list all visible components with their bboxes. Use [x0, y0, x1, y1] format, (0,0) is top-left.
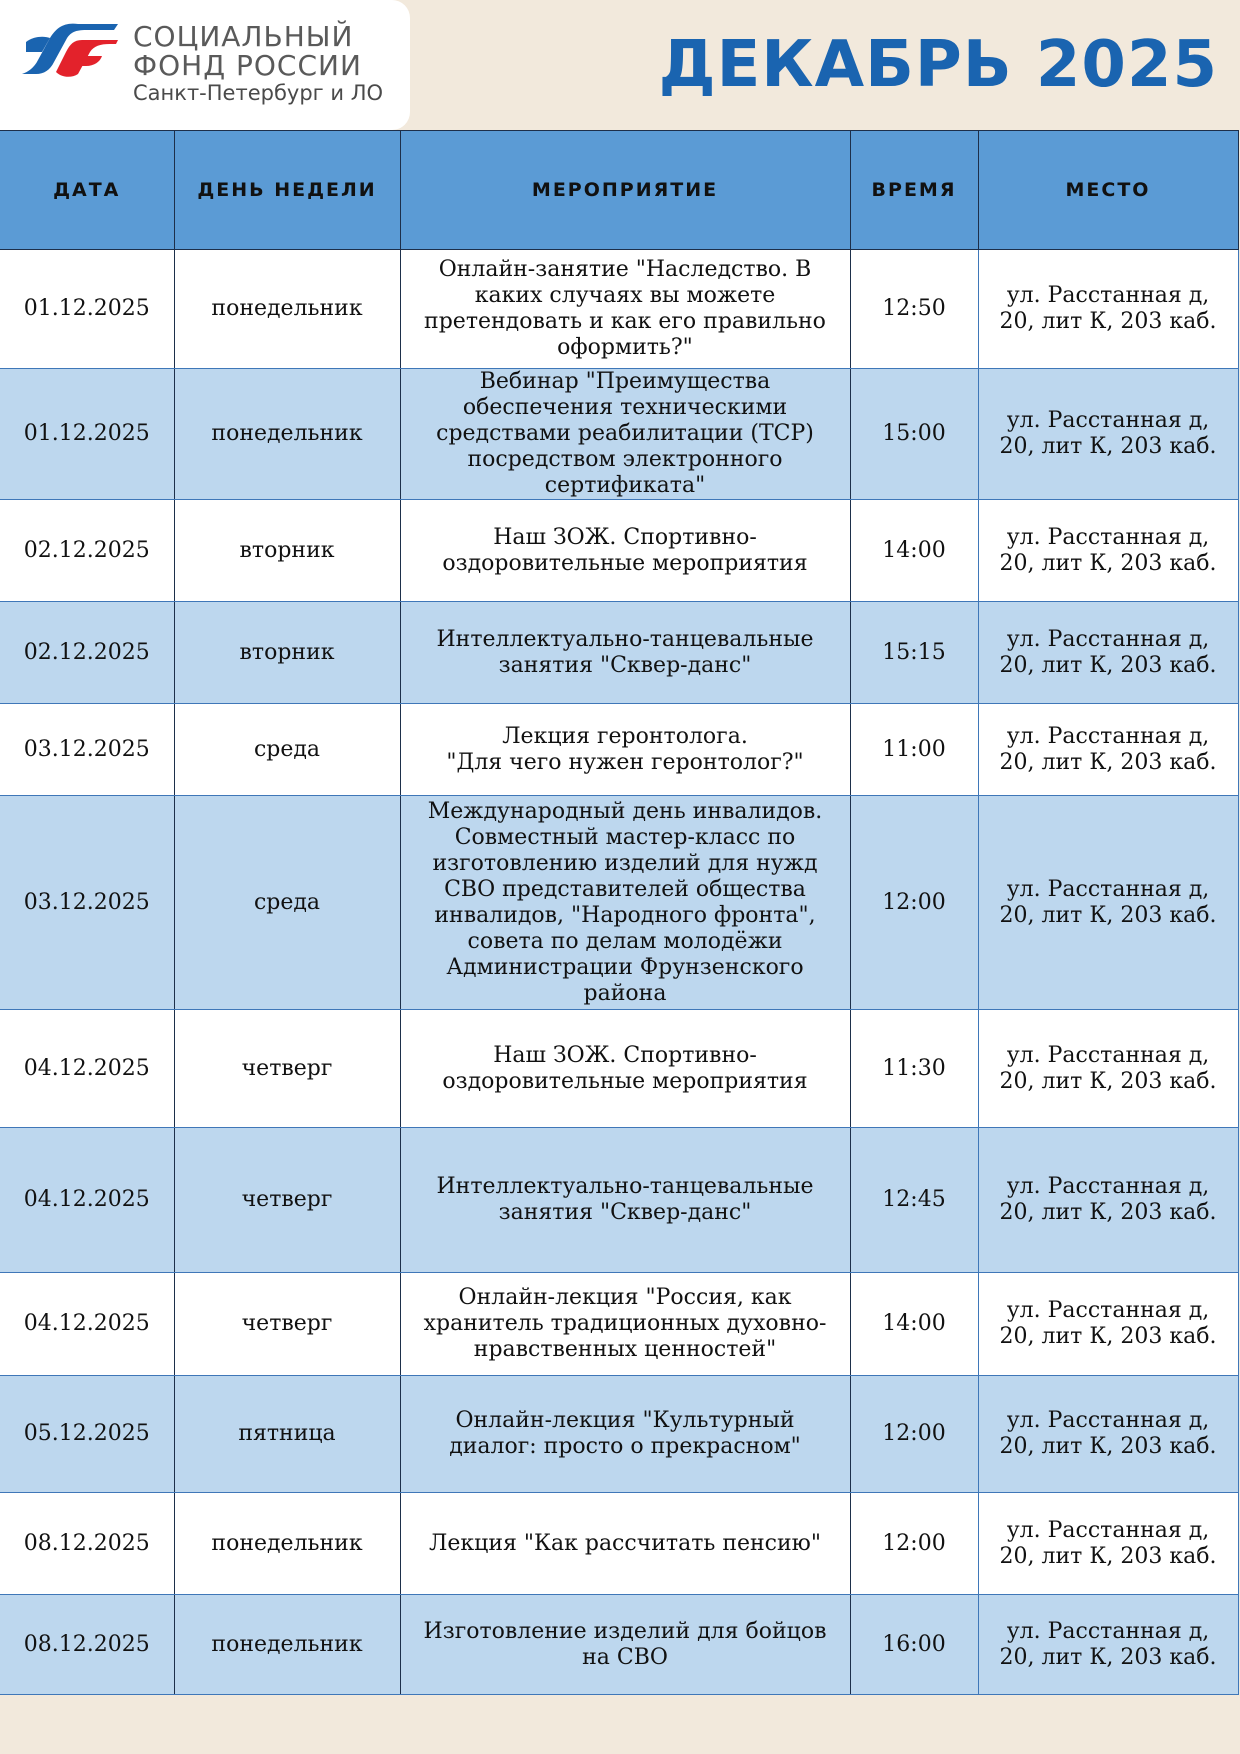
- time-cell: 12:00: [850, 1493, 978, 1595]
- table-row: [0, 1595, 1238, 1695]
- weekday-cell: среда: [174, 796, 400, 1010]
- weekday-cell: понедельник: [174, 1493, 400, 1595]
- time-cell: 12:50: [850, 250, 978, 369]
- event-cell: Международный день инвалидов. Совместный мастер-класс по изготовлению изделий для нужд СВО представителей общества инвалидов, "Народного фронта", совета по делам молодёжи Администрации Фрунзенского района: [400, 796, 850, 1010]
- page-header: [0, 0, 1240, 130]
- date-cell: 05.12.2025: [0, 1376, 174, 1493]
- page-title: ДЕКАБРЬ 2025: [658, 28, 1218, 102]
- event-cell: Изготовление изделий для бойцов на СВО: [400, 1595, 850, 1695]
- table-row: [0, 1010, 1238, 1128]
- date-cell: 08.12.2025: [0, 1493, 174, 1595]
- weekday-cell: четверг: [174, 1273, 400, 1376]
- date-cell: 08.12.2025: [0, 1595, 174, 1695]
- event-cell: Лекция геронтолога. "Для чего нужен геронтолог?": [400, 704, 850, 796]
- logo-region: Санкт-Петербург и ЛО: [133, 81, 384, 105]
- place-cell: ул. Расстанная д, 20, лит К, 203 каб.: [978, 1595, 1238, 1695]
- event-cell: Наш ЗОЖ. Спортивно-оздоровительные мероприятия: [400, 1010, 850, 1128]
- event-cell: Интеллектуально-танцевальные занятия "Сквер-данс": [400, 1128, 850, 1273]
- column-header-date: ДАТА: [0, 131, 174, 250]
- weekday-cell: вторник: [174, 500, 400, 602]
- place-cell: ул. Расстанная д, 20, лит К, 203 каб.: [978, 1376, 1238, 1493]
- date-cell: 03.12.2025: [0, 796, 174, 1010]
- event-cell: Интеллектуально-танцевальные занятия "Сквер-данс": [400, 602, 850, 704]
- time-cell: 12:00: [850, 1376, 978, 1493]
- logo-line1: СОЦИАЛЬНЫЙ: [133, 20, 354, 53]
- weekday-cell: четверг: [174, 1128, 400, 1273]
- table-row: [0, 796, 1238, 1010]
- date-cell: 02.12.2025: [0, 500, 174, 602]
- table-row: [0, 1273, 1238, 1376]
- table-row: [0, 704, 1238, 796]
- place-cell: ул. Расстанная д, 20, лит К, 203 каб.: [978, 369, 1238, 500]
- column-header-weekday: ДЕНЬ НЕДЕЛИ: [174, 131, 400, 250]
- event-cell: Онлайн-лекция "Культурный диалог: просто о прекрасном": [400, 1376, 850, 1493]
- table-row: [0, 1128, 1238, 1273]
- date-cell: 03.12.2025: [0, 704, 174, 796]
- table-row: [0, 1493, 1238, 1595]
- weekday-cell: пятница: [174, 1376, 400, 1493]
- table-row: [0, 1376, 1238, 1493]
- weekday-cell: четверг: [174, 1010, 400, 1128]
- event-cell: Вебинар "Преимущества обеспечения техническими средствами реабилитации (ТСР) посредством электронного сертификата": [400, 369, 850, 500]
- place-cell: ул. Расстанная д, 20, лит К, 203 каб.: [978, 1493, 1238, 1595]
- event-cell: Онлайн-лекция "Россия, как хранитель традиционных духовно-нравственных ценностей": [400, 1273, 850, 1376]
- sfr-logo-icon: [20, 16, 120, 86]
- events-table: [0, 130, 1239, 1695]
- time-cell: 12:45: [850, 1128, 978, 1273]
- place-cell: ул. Расстанная д, 20, лит К, 203 каб.: [978, 250, 1238, 369]
- place-cell: ул. Расстанная д, 20, лит К, 203 каб.: [978, 796, 1238, 1010]
- date-cell: 04.12.2025: [0, 1273, 174, 1376]
- time-cell: 15:00: [850, 369, 978, 500]
- place-cell: ул. Расстанная д, 20, лит К, 203 каб.: [978, 1128, 1238, 1273]
- event-cell: Лекция "Как рассчитать пенсию": [400, 1493, 850, 1595]
- place-cell: ул. Расстанная д, 20, лит К, 203 каб.: [978, 1010, 1238, 1128]
- logo: [0, 0, 410, 130]
- date-cell: 01.12.2025: [0, 250, 174, 369]
- time-cell: 12:00: [850, 796, 978, 1010]
- weekday-cell: вторник: [174, 602, 400, 704]
- place-cell: ул. Расстанная д, 20, лит К, 203 каб.: [978, 602, 1238, 704]
- column-header-time: ВРЕМЯ: [850, 131, 978, 250]
- date-cell: 01.12.2025: [0, 369, 174, 500]
- weekday-cell: понедельник: [174, 369, 400, 500]
- table-row: [0, 500, 1238, 602]
- place-cell: ул. Расстанная д, 20, лит К, 203 каб.: [978, 704, 1238, 796]
- time-cell: 14:00: [850, 1273, 978, 1376]
- column-header-event: МЕРОПРИЯТИЕ: [400, 131, 850, 250]
- weekday-cell: понедельник: [174, 1595, 400, 1695]
- event-cell: Онлайн-занятие "Наследство. В каких случаях вы можете претендовать и как его правильно оформить?": [400, 250, 850, 369]
- weekday-cell: среда: [174, 704, 400, 796]
- date-cell: 04.12.2025: [0, 1010, 174, 1128]
- time-cell: 16:00: [850, 1595, 978, 1695]
- weekday-cell: понедельник: [174, 250, 400, 369]
- table-row: [0, 250, 1238, 369]
- table-header-row: [0, 131, 1238, 250]
- time-cell: 15:15: [850, 602, 978, 704]
- date-cell: 02.12.2025: [0, 602, 174, 704]
- time-cell: 11:00: [850, 704, 978, 796]
- time-cell: 11:30: [850, 1010, 978, 1128]
- time-cell: 14:00: [850, 500, 978, 602]
- place-cell: ул. Расстанная д, 20, лит К, 203 каб.: [978, 500, 1238, 602]
- table-row: [0, 369, 1238, 500]
- date-cell: 04.12.2025: [0, 1128, 174, 1273]
- table-row: [0, 602, 1238, 704]
- event-cell: Наш ЗОЖ. Спортивно-оздоровительные мероприятия: [400, 500, 850, 602]
- logo-line2: ФОНД РОССИИ: [133, 49, 362, 82]
- place-cell: ул. Расстанная д, 20, лит К, 203 каб.: [978, 1273, 1238, 1376]
- column-header-place: МЕСТО: [978, 131, 1238, 250]
